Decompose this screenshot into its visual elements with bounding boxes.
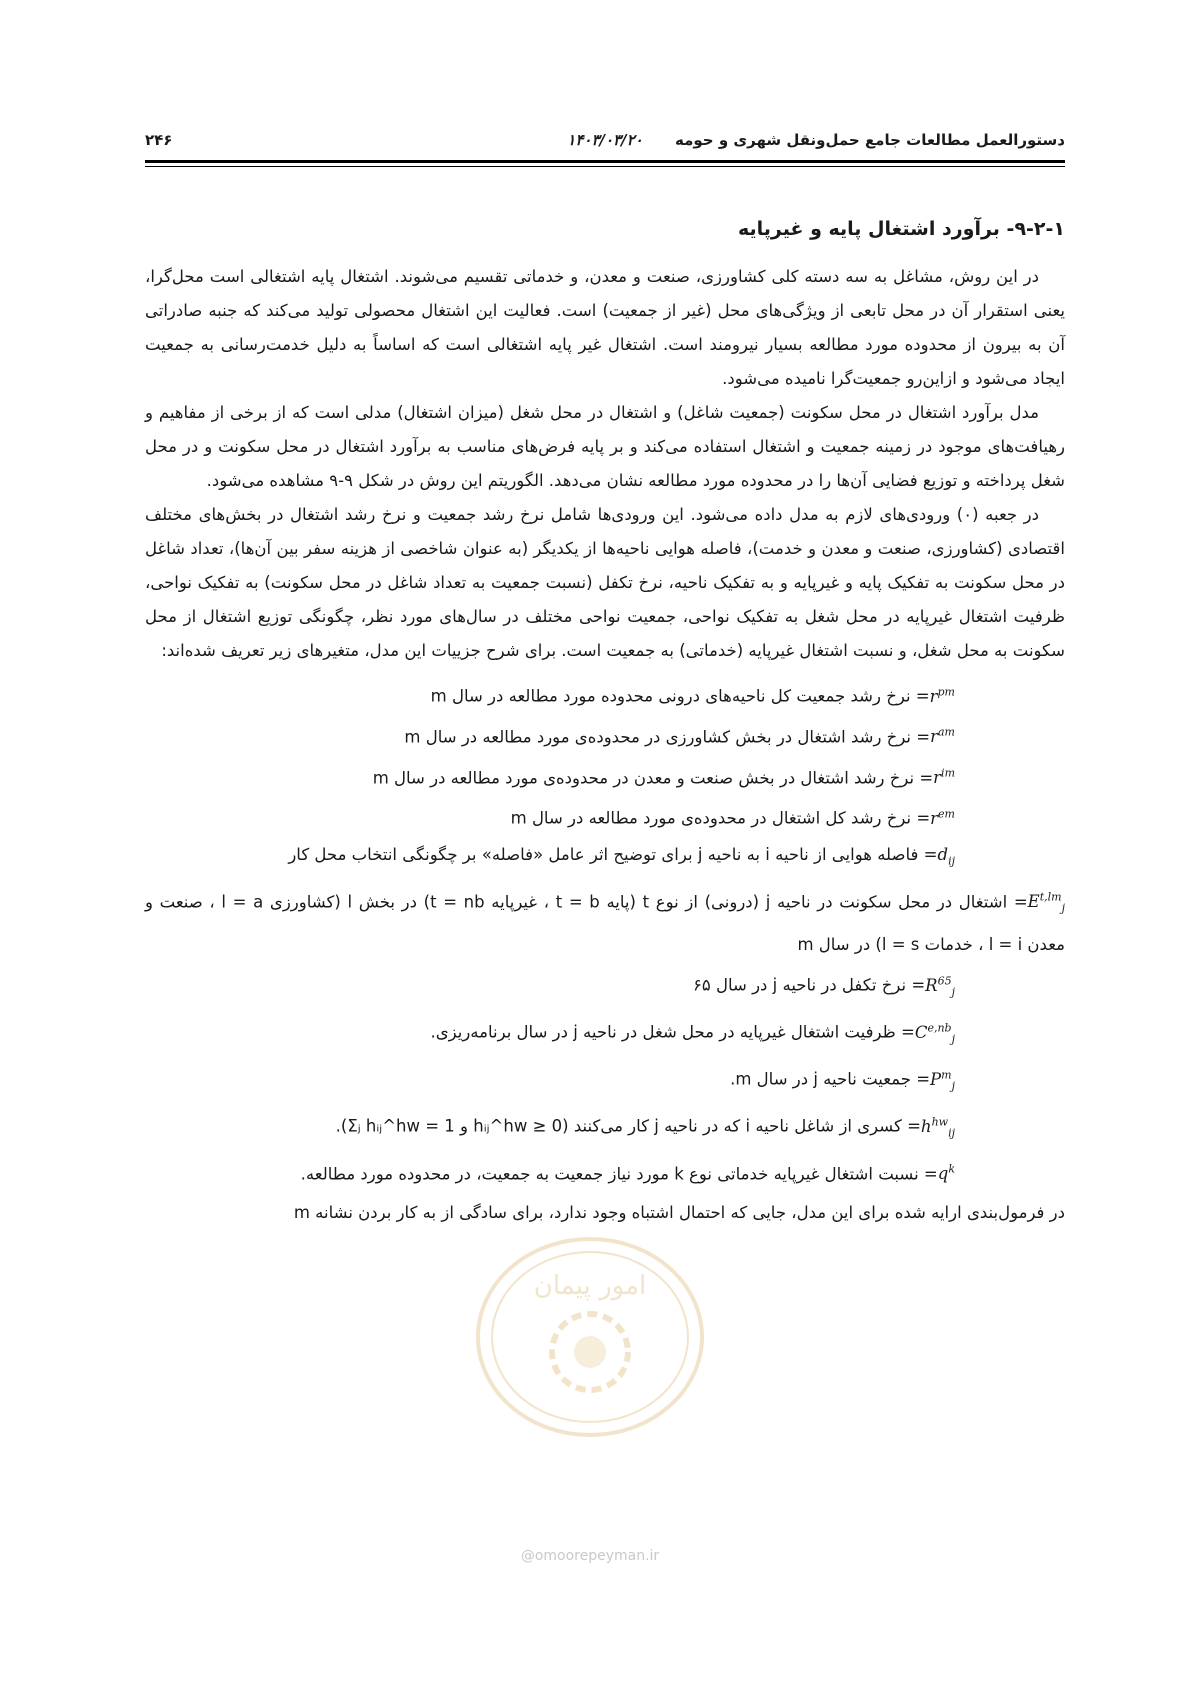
definition-symbol: $r^{pm}$ [929,685,955,706]
watermark-logo-text: امور پیمان [533,1271,647,1301]
watermark-url: @omoorepeyman.ir [520,1548,660,1564]
definition-item [145,880,1065,963]
definition-item [145,963,1065,1010]
definition-item [145,674,1065,715]
definition-item [145,1152,1065,1193]
running-header [145,131,1065,155]
paragraph-3: در جعبه (۰) ورودی‌های لازم به مدل داده می‌شود. این ورودی‌ها شامل نرخ رشد جمعیت و نرخ رشد اشتغال در بخش‌های مختلف اقتصادی (کشاورزی، صنعت و معدن و خدمت)، فاصله هوایی ناحیه‌ها از یکدیگر (به عنوان شاخصی از هزینه سفر بین آن‌ها)، تعداد شاغل در محل سکونت به تفکیک پایه و غیرپایه و به تفکیک ناحیه، نرخ تکفل (نسبت جمعیت به تعداد شاغل در محل سکونت) به تفکیک نواحی، ظرفیت اشتغال غیرپایه در محل شغل به تفکیک نواحی، جمعیت نواحی مختلف در سال‌های مورد نظر، چگونگی توزیع اشتغال از محل سکونت به محل شغل، و نسبت اشتغال غیرپایه (خدماتی) به جمعیت است. برای شرح جزییات این مدل، متغیرهای زیر تعریف شده‌اند: [145,505,1065,660]
definition-symbol: $r^{im}$ [933,766,955,788]
definition-item [145,837,1065,880]
definition-text: = فاصله هوایی از ناحیه i به ناحیه j برای توضیح اثر عامل «فاصله» بر چگونگی انتخاب محل کار [288,845,938,865]
header-title: دستورالعمل مطالعات جامع حمل‌ونقل شهری و حومه [675,131,1065,149]
definition-text: = نسبت اشتغال غیرپایه خدماتی نوع k مورد نیاز جمعیت به جمعیت، در محدوده مورد مطالعه. [300,1164,938,1184]
definition-symbol: $E^{t,lm}_j$ [1027,890,1065,915]
definition-text: = نرخ رشد اشتغال در بخش کشاورزی در محدوده‌ی مورد مطالعه در سال m [404,727,931,747]
definition-item [145,715,1065,756]
definition-symbol: $d_{ij}$ [937,845,955,868]
paragraph-2: مدل برآورد اشتغال در محل سکونت (جمعیت شاغل) و اشتغال در محل شغل (میزان اشتغال) مدلی است که از برخی از مفاهیم و رهیافت‌های موجود در زمینه جمعیت و اشتغال استفاده می‌کند و بر پایه فرض‌های مناسب به برآورد اشتغال در محل سکونت و در محل شغل پرداخته و توزیع فضایی آن‌ها را در محدوده مورد مطالعه نشان می‌دهد. الگوریتم این روش در شکل ۹-۹ مشاهده می‌شود. [145,403,1065,490]
definition-text: = جمعیت ناحیه j در سال m. [730,1069,931,1089]
definition-symbol: $R^{65}_j$ [925,974,955,998]
definition-symbol: $h^{hw}_{ij}$ [920,1115,955,1140]
definition-item [145,756,1065,797]
definition-symbol: $r^{em}$ [930,807,955,828]
definition-text: = اشتغال در محل سکونت در ناحیه j (درونی) از نوع t (پایه t = b ، غیرپایه t = nb) در بخش l (کشاورزی l = a ، صنعت و معدن l = i ، خدمات l = s) در سال m [145,892,1065,954]
closing-paragraph: در فرمول‌بندی ارایه شده برای این مدل، جایی که احتمال اشتباه وجود ندارد، برای سادگی از به کار بردن نشانه m [293,1203,1065,1223]
definition-item [145,1104,1065,1151]
definition-text: = کسری از شاغل ناحیه i که در ناحیه j کار می‌کنند (0 ≤ hᵢⱼ^hw و Σⱼ hᵢⱼ^hw = 1). [335,1116,921,1136]
page-number: ۲۴۶ [145,131,173,149]
paragraph-1: در این روش، مشاغل به سه دسته کلی کشاورزی، صنعت و معدن، و خدماتی تقسیم می‌شوند. اشتغال پایه اشتغالی است محل‌گرا، یعنی استقرار آن در محل تابعی از ویژگی‌های محل (غیر از جمعیت) است. فعالیت این اشتغال محصولی تولید می‌کند که جنبه صادراتی آن به بیرون از محدوده مورد مطالعه بسیار نیرومند است. اشتغال غیر پایه اشتغالی است که اساساً به دلیل خدمت‌رسانی به جمعیت ایجاد می‌شود و ازاین‌رو جمعیت‌گرا نامیده می‌شود. [145,267,1065,388]
header-rule-thin [145,166,1065,167]
definition-symbol: $r^{am}$ [930,725,955,747]
watermark-logo [468,1232,712,1442]
definition-text: = نرخ تکفل در ناحیه j در سال ۶۵ [693,975,926,995]
page-content [145,212,1065,1230]
definition-symbol: $q^k$ [937,1162,955,1184]
definition-item [145,1057,1065,1104]
definition-symbol: $P^m_j$ [930,1068,955,1093]
definition-text: = نرخ رشد اشتغال در بخش صنعت و معدن در محدوده‌ی مورد مطالعه در سال m [372,768,934,788]
variable-definitions [145,674,1065,1192]
definition-text: = نرخ رشد کل اشتغال در محدوده‌ی مورد مطالعه در سال m [510,808,931,828]
definition-text: = ظرفیت اشتغال غیرپایه در محل شغل در ناحیه j در سال برنامه‌ریزی. [430,1022,915,1042]
section-title: ۹-۲-۱- برآورد اشتغال پایه و غیرپایه [738,218,1065,240]
header-rule-thick [145,160,1065,163]
header-date: ۱۴۰۳/۰۳/۲۰ [567,131,643,149]
definition-item [145,1010,1065,1057]
definition-text: = نرخ رشد جمعیت کل ناحیه‌های درونی محدوده مورد مطالعه در سال m [430,686,930,706]
definition-symbol: $C^{e,nb}_j$ [914,1021,955,1046]
definition-item [145,796,1065,837]
